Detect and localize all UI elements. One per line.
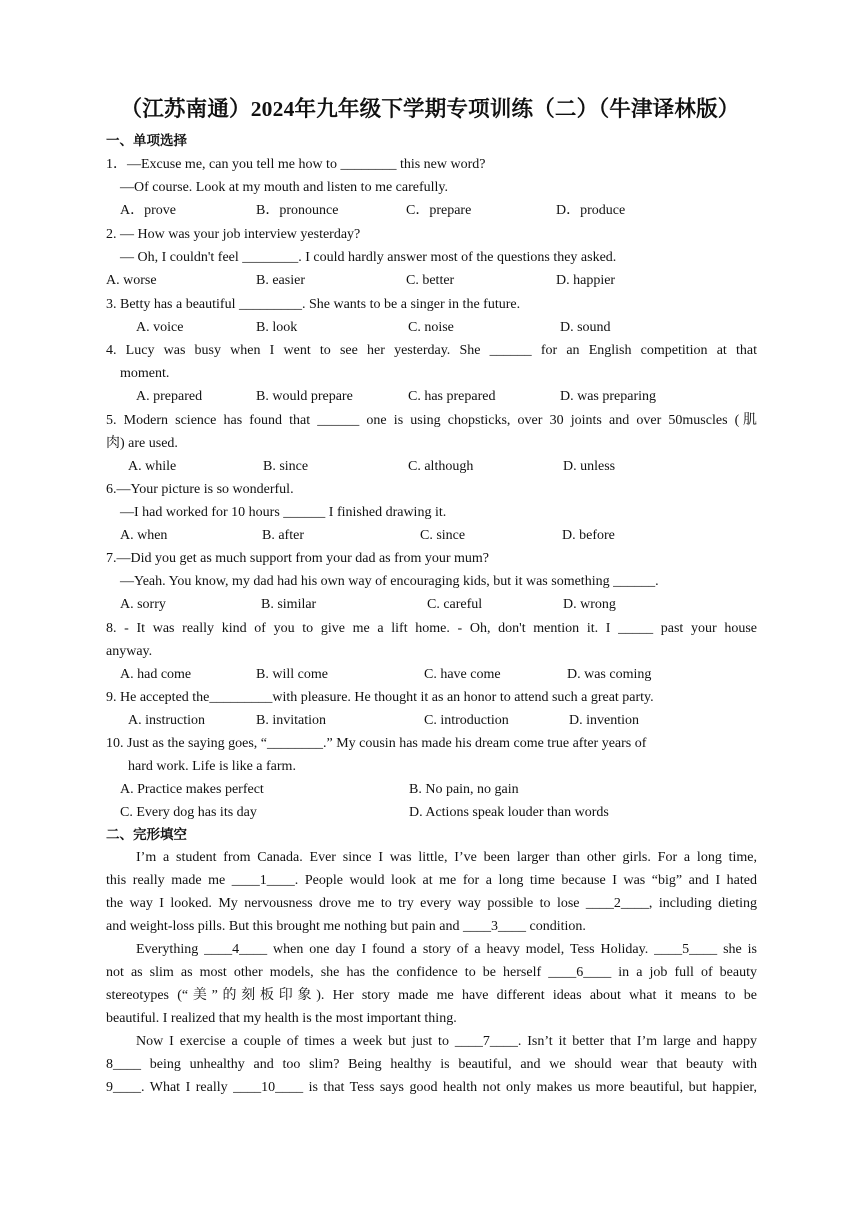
passage-text: she is — [717, 942, 757, 957]
passage-p1-line3 — [106, 895, 757, 913]
question-9-option-c: C. introduction — [424, 713, 509, 728]
passage-p2-line4: beautiful. I realized that my health is the most important thing. — [106, 1011, 457, 1026]
passage-p1-line4 — [106, 918, 586, 936]
passage-p1-line1: I’m a student from Canada. Ever since I was little, I’ve been larger than other girls. For a long time, — [136, 850, 757, 865]
question-6-option-a: A. when — [120, 528, 168, 543]
question-2-option-a: A. worse — [106, 273, 157, 288]
question-4-option-a: A. prepared — [136, 389, 203, 404]
question-9-blank: _________ — [209, 690, 273, 705]
passage-text: and weight-loss pills. But this brought me nothing but pain and — [106, 919, 463, 934]
question-4-option-d: D. was preparing — [560, 389, 657, 404]
cloze-blank-6: ____6____ — [548, 965, 612, 980]
question-2-stem: 2. — How was your job interview yesterday? — [106, 227, 361, 242]
cloze-blank-1: ____1____ — [231, 873, 295, 888]
question-10-option-c: C. Every dog has its day — [120, 805, 257, 820]
question-2-option-d: D. happier — [556, 273, 616, 288]
question-8-option-b: B. will come — [256, 667, 328, 682]
passage-p2-line2 — [106, 964, 757, 982]
passage-text: condition. — [525, 919, 586, 934]
question-5-option-a: A. while — [128, 459, 177, 474]
question-5-stem-cont: 肉) are used. — [106, 436, 178, 451]
cloze-blank-3: ____3____ — [462, 919, 526, 934]
passage-text: the way I looked. My nervousness drove me to try every way possible to lose — [106, 896, 586, 911]
question-6-option-d: D. before — [562, 528, 615, 543]
question-9-stem-end: with pleasure. He thought it as an honor to attend such a great party. — [272, 690, 654, 705]
cloze-blank-8: 8____ — [106, 1057, 141, 1072]
passage-p1-line2 — [106, 872, 757, 890]
question-7-response: —Yeah. You know, my dad had his own way of encouraging kids, but it was something ______. — [120, 574, 659, 589]
question-6-response: —I had worked for 10 hours ______ I finished drawing it. — [120, 505, 447, 520]
passage-text: . Isn’t it better that I’m large and happy — [517, 1034, 757, 1049]
question-9-stem — [106, 689, 654, 707]
cloze-blank-10: ____10____ — [233, 1080, 304, 1095]
question-4-stem-cont: moment. — [120, 366, 170, 381]
question-7-option-b: B. similar — [261, 597, 317, 612]
cloze-blank-5: ____5____ — [654, 942, 718, 957]
question-10-option-a: A. Practice makes perfect — [120, 782, 264, 797]
question-6-option-b: B. after — [262, 528, 304, 543]
question-1-option-a: A．prove — [120, 203, 176, 218]
question-10-option-b: B. No pain, no gain — [409, 782, 519, 797]
question-5-option-d: D. unless — [563, 459, 616, 474]
question-8-option-d: D. was coming — [567, 667, 652, 682]
cloze-blank-4: ____4____ — [204, 942, 268, 957]
passage-text: . What I really — [141, 1080, 234, 1095]
passage-p2-line1 — [136, 941, 757, 959]
question-3-option-b: B. look — [256, 320, 298, 335]
passage-text: not as slim as most other models, she has the confidence to be herself — [106, 965, 549, 980]
passage-p2-line3: stereotypes (“美”的刻板印象). Her story made me have different ideas about what it means to be — [106, 988, 757, 1003]
passage-text: is that Tess says good health not only makes us more beautiful, but happier, — [303, 1080, 757, 1095]
question-7-option-c: C. careful — [427, 597, 483, 612]
question-4-stem: 4. Lucy was busy when I went to see her yesterday. She ______ for an English competition at that — [106, 343, 757, 358]
question-9-option-a: A. instruction — [128, 713, 205, 728]
question-9-option-b: B. invitation — [256, 713, 326, 728]
question-3-option-d: D. sound — [560, 320, 611, 335]
cloze-blank-2: ____2____ — [585, 896, 649, 911]
cloze-blank-7: ____7____ — [454, 1034, 518, 1049]
question-8-option-c: C. have come — [424, 667, 501, 682]
question-2-option-c: C. better — [406, 273, 455, 288]
question-5-stem: 5. Modern science has found that ______ one is using chopsticks, over 30 joints and over 50muscles (肌 — [106, 413, 757, 428]
page-title: （江苏南通）2024年九年级下学期专项训练（二）（牛津译林版） — [120, 97, 740, 121]
question-8-stem-cont: anyway. — [106, 644, 153, 659]
question-3-option-a: A. voice — [136, 320, 184, 335]
question-6-option-c: C. since — [420, 528, 466, 543]
question-5-option-b: B. since — [263, 459, 309, 474]
passage-text: , including dieting — [648, 896, 757, 911]
question-10-stem: 10. Just as the saying goes, “________.” My cousin has made his dream come true after years of — [106, 736, 647, 751]
question-1-option-b: B．pronounce — [256, 203, 339, 218]
passage-text: in a job full of beauty — [611, 965, 758, 980]
question-5-option-c: C. although — [408, 459, 474, 474]
question-3-option-c: C. noise — [408, 320, 454, 335]
question-6-stem: 6.—Your picture is so wonderful. — [106, 482, 294, 497]
question-1-option-d: D．produce — [556, 203, 626, 218]
passage-text: being unhealthy and too slim? Being healthy is beautiful, and we should wear that beauty with — [141, 1057, 757, 1072]
question-1-stem: 1．—Excuse me, can you tell me how to ________ this new word? — [106, 157, 486, 172]
passage-text: . People would look at me for a long time because I was “big” and I hated — [294, 873, 757, 888]
question-1-response: —Of course. Look at my mouth and listen to me carefully. — [120, 180, 449, 195]
question-9-option-d: D. invention — [569, 713, 639, 728]
question-10-stem-cont: hard work. Life is like a farm. — [128, 759, 296, 774]
question-8-option-a: A. had come — [120, 667, 192, 682]
passage-text: when one day I found a story of a heavy model, Tess Holiday. — [267, 942, 655, 957]
question-3-stem: 3. Betty has a beautiful _________. She wants to be a singer in the future. — [106, 297, 521, 312]
passage-p3-line1 — [136, 1033, 757, 1051]
question-8-stem: 8. - It was really kind of you to give me a lift home. - Oh, don't mention it. I _____ past your house — [106, 621, 757, 636]
question-4-option-b: B. would prepare — [256, 389, 353, 404]
question-2-option-b: B. easier — [256, 273, 305, 288]
question-4-option-c: C. has prepared — [408, 389, 496, 404]
question-9-stem-start: 9. He accepted the — [106, 690, 210, 705]
cloze-blank-9: 9____ — [106, 1080, 141, 1095]
section-heading-single-choice: 一、单项选择 — [106, 133, 187, 149]
passage-text: Now I exercise a couple of times a week but just to — [136, 1034, 455, 1049]
question-7-stem: 7.—Did you get as much support from your dad as from your mum? — [106, 551, 489, 566]
question-7-option-d: D. wrong — [563, 597, 616, 612]
question-7-option-a: A. sorry — [120, 597, 166, 612]
passage-text: Everything — [136, 942, 205, 957]
passage-p3-line3 — [106, 1079, 757, 1097]
question-2-response: — Oh, I couldn't feel ________. I could hardly answer most of the questions they asked. — [120, 250, 617, 265]
section-heading-cloze: 二、完形填空 — [106, 827, 187, 843]
question-1-option-c: C．prepare — [406, 203, 472, 218]
passage-p3-line2 — [106, 1056, 757, 1074]
question-10-option-d: D. Actions speak louder than words — [409, 805, 609, 820]
passage-text: this really made me — [106, 873, 232, 888]
